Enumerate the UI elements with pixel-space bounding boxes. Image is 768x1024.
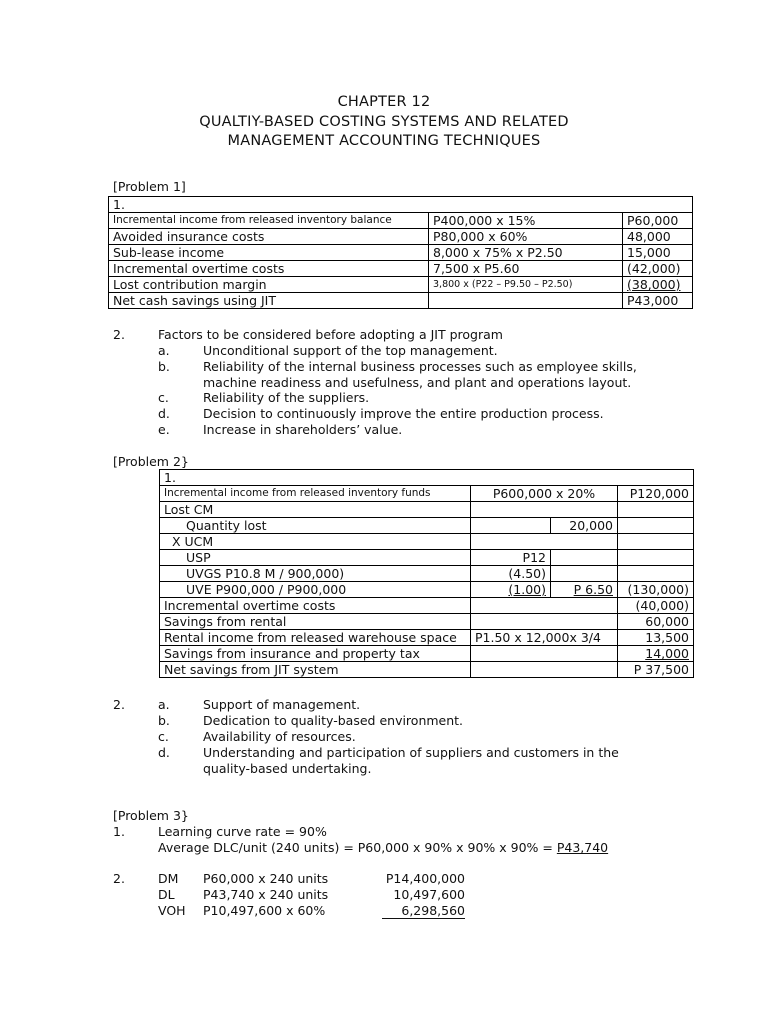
- average-dlc-line: [158, 840, 608, 855]
- cost-amount: 6,298,560: [382, 903, 465, 919]
- problem-2-label: [Problem 2}: [113, 454, 189, 469]
- list-letter: c.: [158, 390, 169, 405]
- problem-3-label: [Problem 3}: [113, 808, 189, 823]
- row-amount: P60,000: [623, 213, 693, 229]
- question-number: 2.: [113, 327, 125, 342]
- row-description: Savings from rental: [160, 614, 471, 630]
- row-description: Sub-lease income: [109, 245, 429, 261]
- list-item: Decision to continuously improve the entire production process.: [203, 406, 604, 421]
- row-amount: P43,000: [623, 293, 693, 309]
- cost-calculation: P10,497,600 x 60%: [203, 903, 326, 918]
- row-calculation: [471, 614, 618, 630]
- table-row: [109, 213, 693, 229]
- table-row: [109, 261, 693, 277]
- row-amount: P 37,500: [618, 662, 694, 678]
- row-description: Rental income from released warehouse space: [160, 630, 471, 646]
- row-amount: (130,000): [618, 582, 694, 598]
- cost-amount: 10,497,600: [393, 887, 465, 902]
- list-letter: a.: [158, 697, 170, 712]
- row-amount: 15,000: [623, 245, 693, 261]
- row-calculation: P12: [471, 550, 551, 566]
- table-number: 1.: [160, 470, 694, 486]
- chapter-title-line-1: QUALTIY-BASED COSTING SYSTEMS AND RELATED: [199, 114, 569, 130]
- problem-1-label: [Problem 1]: [113, 179, 186, 194]
- table-row: [160, 534, 694, 550]
- row-description: Incremental overtime costs: [160, 598, 471, 614]
- question-number: 2.: [113, 871, 125, 886]
- row-amount: [618, 502, 694, 518]
- row-amount: 60,000: [618, 614, 694, 630]
- table-row: [160, 630, 694, 646]
- list-item: Dedication to quality-based environment.: [203, 713, 464, 728]
- cost-amount: P14,400,000: [385, 871, 465, 886]
- row-description: Net cash savings using JIT: [109, 293, 429, 309]
- row-subtotal: [551, 550, 618, 566]
- row-calculation: P80,000 x 60%: [429, 229, 623, 245]
- row-amount: 14,000: [618, 646, 694, 662]
- row-amount: [618, 534, 694, 550]
- row-calculation: P1.50 x 12,000x 3/4: [471, 630, 618, 646]
- average-dlc-result: P43,740: [556, 840, 609, 855]
- factors-intro: Factors to be considered before adopting a JIT program: [158, 327, 503, 342]
- table-row: [160, 614, 694, 630]
- table-row: [160, 566, 694, 582]
- table-row: [109, 245, 693, 261]
- chapter-heading: CHAPTER 12: [337, 94, 431, 110]
- problem-1-table: [108, 196, 693, 309]
- list-letter: e.: [158, 422, 170, 437]
- row-description: Incremental income from released inventory balance: [109, 213, 429, 229]
- row-description: Quantity lost: [160, 518, 471, 534]
- row-calculation: [471, 662, 618, 678]
- row-calculation: [471, 598, 618, 614]
- row-calculation: P600,000 x 20%: [471, 486, 618, 502]
- table-row: [109, 293, 693, 309]
- list-letter: c.: [158, 729, 169, 744]
- list-letter: a.: [158, 343, 170, 358]
- learning-curve-rate: Learning curve rate = 90%: [158, 824, 327, 839]
- row-description: Incremental income from released inventory funds: [160, 486, 471, 502]
- problem-2-table: [159, 469, 694, 678]
- chapter-title-line-2: MANAGEMENT ACCOUNTING TECHNIQUES: [227, 133, 541, 149]
- row-description: X UCM: [160, 534, 471, 550]
- average-dlc-formula: Average DLC/unit (240 units) = P60,000 x 90% x 90% x 90% =: [158, 840, 557, 855]
- row-calculation: 7,500 x P5.60: [429, 261, 623, 277]
- row-description: Incremental overtime costs: [109, 261, 429, 277]
- row-amount: [618, 566, 694, 582]
- table-row: [109, 277, 693, 293]
- row-calculation: (1.00): [471, 582, 551, 598]
- list-item-continued: quality-based undertaking.: [203, 761, 372, 776]
- list-item: Reliability of the suppliers.: [203, 390, 370, 405]
- list-item: Reliability of the internal business processes such as employee skills,: [203, 359, 637, 374]
- cost-code: VOH: [158, 903, 186, 918]
- row-description: UVE P900,000 / P900,000: [160, 582, 471, 598]
- row-calculation: 3,800 x (P22 – P9.50 – P2.50): [429, 277, 623, 293]
- row-description: UVGS P10.8 M / 900,000): [160, 566, 471, 582]
- cost-code: DM: [158, 871, 179, 886]
- row-subtotal: P 6.50: [551, 582, 618, 598]
- row-description: Net savings from JIT system: [160, 662, 471, 678]
- list-letter: d.: [158, 745, 170, 760]
- row-subtotal: [551, 566, 618, 582]
- row-calculation: [429, 293, 623, 309]
- question-number: 2.: [113, 697, 125, 712]
- row-amount: P120,000: [618, 486, 694, 502]
- table-row: [160, 550, 694, 566]
- row-description: Savings from insurance and property tax: [160, 646, 471, 662]
- row-calculation: [471, 534, 618, 550]
- row-amount: 48,000: [623, 229, 693, 245]
- row-amount: (42,000): [623, 261, 693, 277]
- table-row: [109, 197, 693, 213]
- row-calculation: [471, 518, 551, 534]
- question-number: 1.: [113, 824, 125, 839]
- row-calculation: (4.50): [471, 566, 551, 582]
- table-row: [160, 470, 694, 486]
- row-description: Avoided insurance costs: [109, 229, 429, 245]
- list-item: Unconditional support of the top management.: [203, 343, 498, 358]
- table-number: 1.: [109, 197, 693, 213]
- row-calculation: [471, 502, 618, 518]
- row-calculation: P400,000 x 15%: [429, 213, 623, 229]
- cost-calculation: P60,000 x 240 units: [203, 871, 329, 886]
- table-row: [160, 518, 694, 534]
- row-calculation: 8,000 x 75% x P2.50: [429, 245, 623, 261]
- row-description: Lost contribution margin: [109, 277, 429, 293]
- list-item: Understanding and participation of suppliers and customers in the: [203, 745, 619, 760]
- list-item: Availability of resources.: [203, 729, 356, 744]
- list-letter: b.: [158, 713, 170, 728]
- table-row: [160, 662, 694, 678]
- row-description: USP: [160, 550, 471, 566]
- table-row: [160, 486, 694, 502]
- list-item: Support of management.: [203, 697, 361, 712]
- row-amount: [618, 550, 694, 566]
- table-row: [160, 502, 694, 518]
- table-row: [160, 582, 694, 598]
- row-subtotal: 20,000: [551, 518, 618, 534]
- cost-code: DL: [158, 887, 175, 902]
- row-amount: (40,000): [618, 598, 694, 614]
- row-amount: (38,000): [623, 277, 693, 293]
- table-row: [160, 646, 694, 662]
- list-letter: d.: [158, 406, 170, 421]
- list-item: Increase in shareholders’ value.: [203, 422, 403, 437]
- list-item-continued: machine readiness and usefulness, and plant and operations layout.: [203, 375, 632, 390]
- row-description: Lost CM: [160, 502, 471, 518]
- row-amount: [618, 518, 694, 534]
- table-row: [160, 598, 694, 614]
- row-calculation: [471, 646, 618, 662]
- list-letter: b.: [158, 359, 170, 374]
- row-amount: 13,500: [618, 630, 694, 646]
- table-row: [109, 229, 693, 245]
- cost-calculation: P43,740 x 240 units: [203, 887, 329, 902]
